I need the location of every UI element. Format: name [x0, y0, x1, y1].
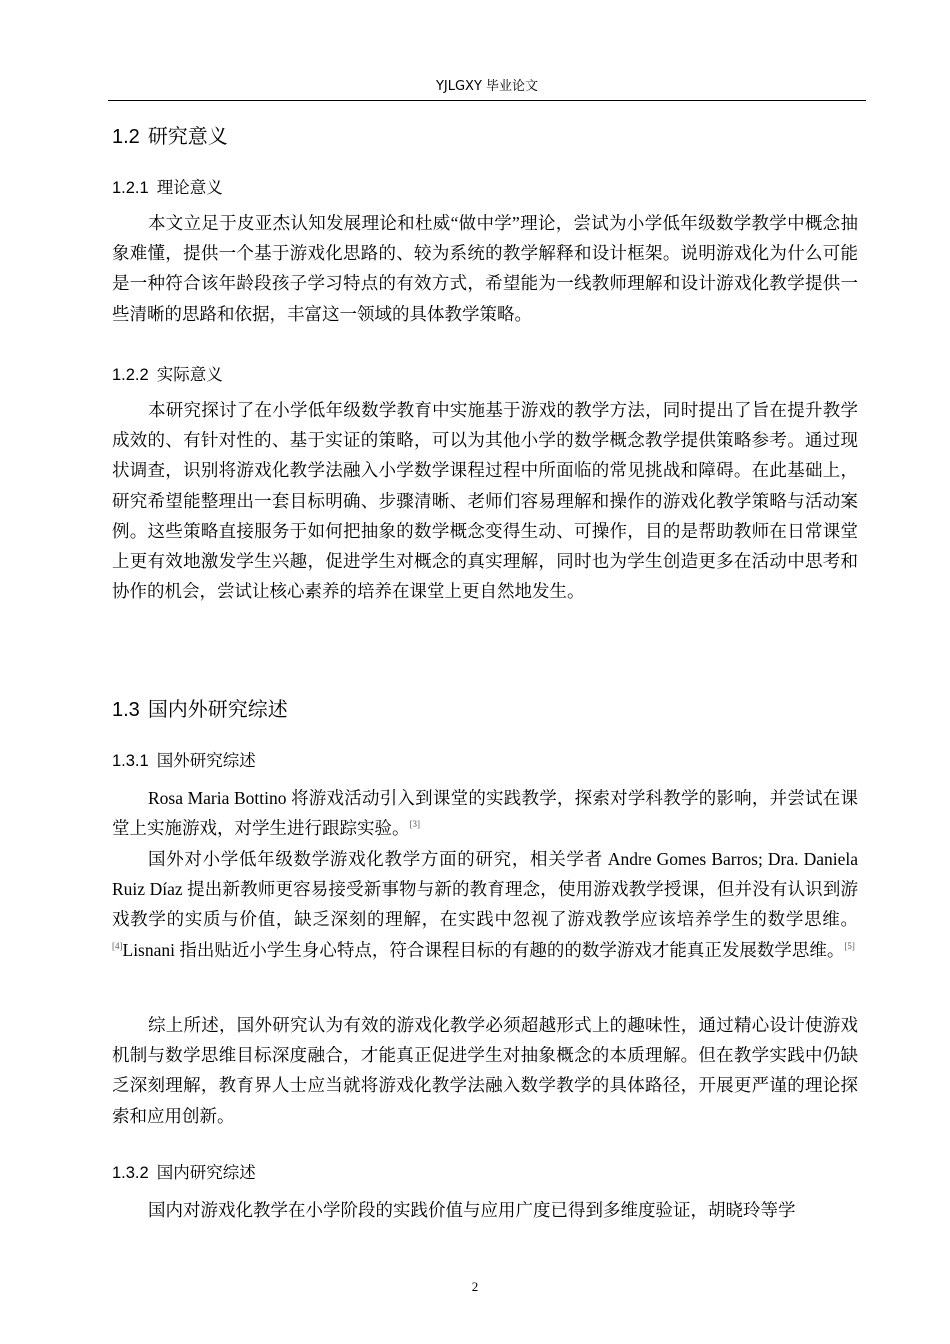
section-heading-1-2 — [112, 120, 228, 149]
citation-marker: [5] — [844, 940, 855, 951]
citation-marker: [4] — [112, 940, 123, 951]
paragraph-foreign-review-2 — [112, 844, 858, 965]
subsection-number: 1.2.1 — [112, 179, 149, 197]
subsection-heading-1-2-1 — [112, 174, 223, 198]
subsection-heading-1-3-2 — [112, 1159, 256, 1183]
subsection-number: 1.3.1 — [112, 752, 149, 770]
paragraph-text: 国外对小学低年级数学游戏化教学方面的研究，相关学者 Andre Gomes Barros; Dra. Daniela Ruiz Díaz 提出新教师更容易接受新事物与新的教育理念，使用游戏教学授课，但并没有认识到游戏教学的实质与价值，缺乏深刻的理解，在实践中忽视了游戏教学应该培养学生的数学思维。 — [112, 849, 858, 930]
subsection-title: 实际意义 — [156, 366, 223, 384]
section-title: 国内外研究综述 — [147, 699, 288, 721]
paragraph-text: Rosa Maria Bottino 将游戏活动引入到课堂的实践教学，探索对学科教学的影响，并尝试在课堂上实施游戏，对学生进行跟踪实验。 — [112, 788, 858, 839]
subsection-title: 国内研究综述 — [156, 1164, 256, 1182]
subsection-title: 国外研究综述 — [156, 752, 256, 770]
paragraph-domestic-review: 国内对游戏化教学在小学阶段的实践价值与应用广度已得到多维度验证，胡晓玲等学 — [148, 1200, 796, 1220]
subsection-heading-1-2-2 — [112, 361, 223, 385]
citation-marker: [3] — [409, 819, 420, 830]
paragraph-foreign-review-1 — [112, 783, 858, 843]
section-title: 研究意义 — [147, 126, 228, 148]
paragraph-theoretical-significance: 本文立足于皮亚杰认知发展理论和杜威“做中学”理论，尝试为小学低年级数学教学中概念抽象难懂，提供一个基于游戏化思路的、较为系统的教学解释和设计框架。说明游戏化为什么可能是一种符合该年龄段孩子学习特点的有效方式，希望能为一线教师理解和设计游戏化教学提供一些清晰的思路和依据，丰富这一领域的具体教学策略。 — [112, 213, 858, 324]
subsection-number: 1.2.2 — [112, 366, 149, 384]
subsection-heading-1-3-1 — [112, 747, 256, 771]
subsection-title: 理论意义 — [156, 179, 223, 197]
running-header: YJLGXY 毕业论文 — [108, 78, 866, 101]
paragraph-foreign-review-summary: 综上所述，国外研究认为有效的游戏化教学必须超越形式上的趣味性，通过精心设计使游戏机制与数学思维目标深度融合，才能真正促进学生对抽象概念的本质理解。但在教学实践中仍缺乏深刻理解，教育界人士应当就将游戏化教学法融入数学教学的具体路径，开展更严谨的理论探索和应用创新。 — [112, 1015, 858, 1126]
section-heading-1-3 — [112, 693, 288, 722]
subsection-number: 1.3.2 — [112, 1164, 149, 1182]
section-number: 1.3 — [112, 699, 140, 721]
page-number: 2 — [471, 1279, 479, 1294]
section-number: 1.2 — [112, 126, 140, 148]
paragraph-text: Lisnani 指出贴近小学生身心特点，符合课程目标的有趣的的数学游戏才能真正发展数学思维。 — [122, 939, 845, 960]
paragraph-practical-significance: 本研究探讨了在小学低年级数学教育中实施基于游戏的教学方法，同时提出了旨在提升教学成效的、有针对性的、基于实证的策略，可以为其他小学的数学概念教学提供策略参考。通过现状调查，识别将游戏化教学法融入小学数学课程过程中所面临的常见挑战和障碍。在此基础上，研究希望能整理出一套目标明确、步骤清晰、老师们容易理解和操作的游戏化教学策略与活动案例。这些策略直接服务于如何把抽象的数学概念变得生动、可操作，目的是帮助教师在日常课堂上更有效地激发学生兴趣，促进学生对概念的真实理解，同时也为学生创造更多在活动中思考和协作的机会，尝试让核心素养的培养在课堂上更自然地发生。 — [112, 400, 858, 602]
